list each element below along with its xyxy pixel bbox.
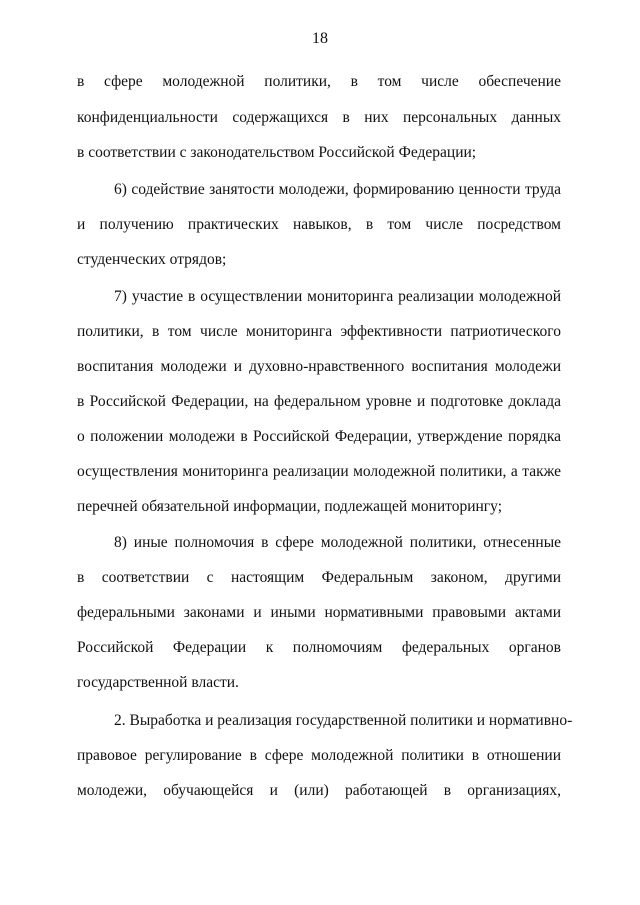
text-line: о положении молодежи в Российской Федерации, утверждение порядка <box>77 428 561 445</box>
text-line: в соответствии с настоящим Федеральным законом, другими <box>77 569 561 586</box>
text-line: Российской Федерации к полномочиям федеральных органов <box>77 639 561 656</box>
text-line: государственной власти. <box>77 674 239 691</box>
text-line: осуществления мониторинга реализации молодежной политики, а также <box>77 463 561 480</box>
text-line: молодежи, обучающейся и (или) работающей в организациях, <box>77 782 561 799</box>
text-line: 7) участие в осуществлении мониторинга реализации молодежной <box>114 288 561 305</box>
text-line: студенческих отрядов; <box>77 251 227 268</box>
text-line: конфиденциальности содержащихся в них персональных данных <box>77 109 561 126</box>
text-line: 6) содействие занятости молодежи, формированию ценности труда <box>114 181 561 198</box>
text-line: федеральными законами и иными нормативными правовыми актами <box>77 604 561 621</box>
text-line: правовое регулирование в сфере молодежной политики в отношении <box>77 747 561 764</box>
text-line: в сфере молодежной политики, в том числе обеспечение <box>77 73 561 90</box>
text-line: и получению практических навыков, в том числе посредством <box>77 216 561 233</box>
page-number: 18 <box>312 30 328 47</box>
text-line: воспитания молодежи и духовно-нравственного воспитания молодежи <box>77 358 561 375</box>
text-line: в Российской Федерации, на федеральном уровне и подготовке доклада <box>77 393 561 410</box>
text-line: 2. Выработка и реализация государственной политики и нормативно- <box>114 712 573 729</box>
text-line: 8) иные полномочия в сфере молодежной политики, отнесенные <box>114 534 561 551</box>
text-line: политики, в том числе мониторинга эффективности патриотического <box>77 323 561 340</box>
text-line: в соответствии с законодательством Российской Федерации; <box>77 144 477 161</box>
text-line: перечней обязательной информации, подлежащей мониторингу; <box>77 498 503 515</box>
